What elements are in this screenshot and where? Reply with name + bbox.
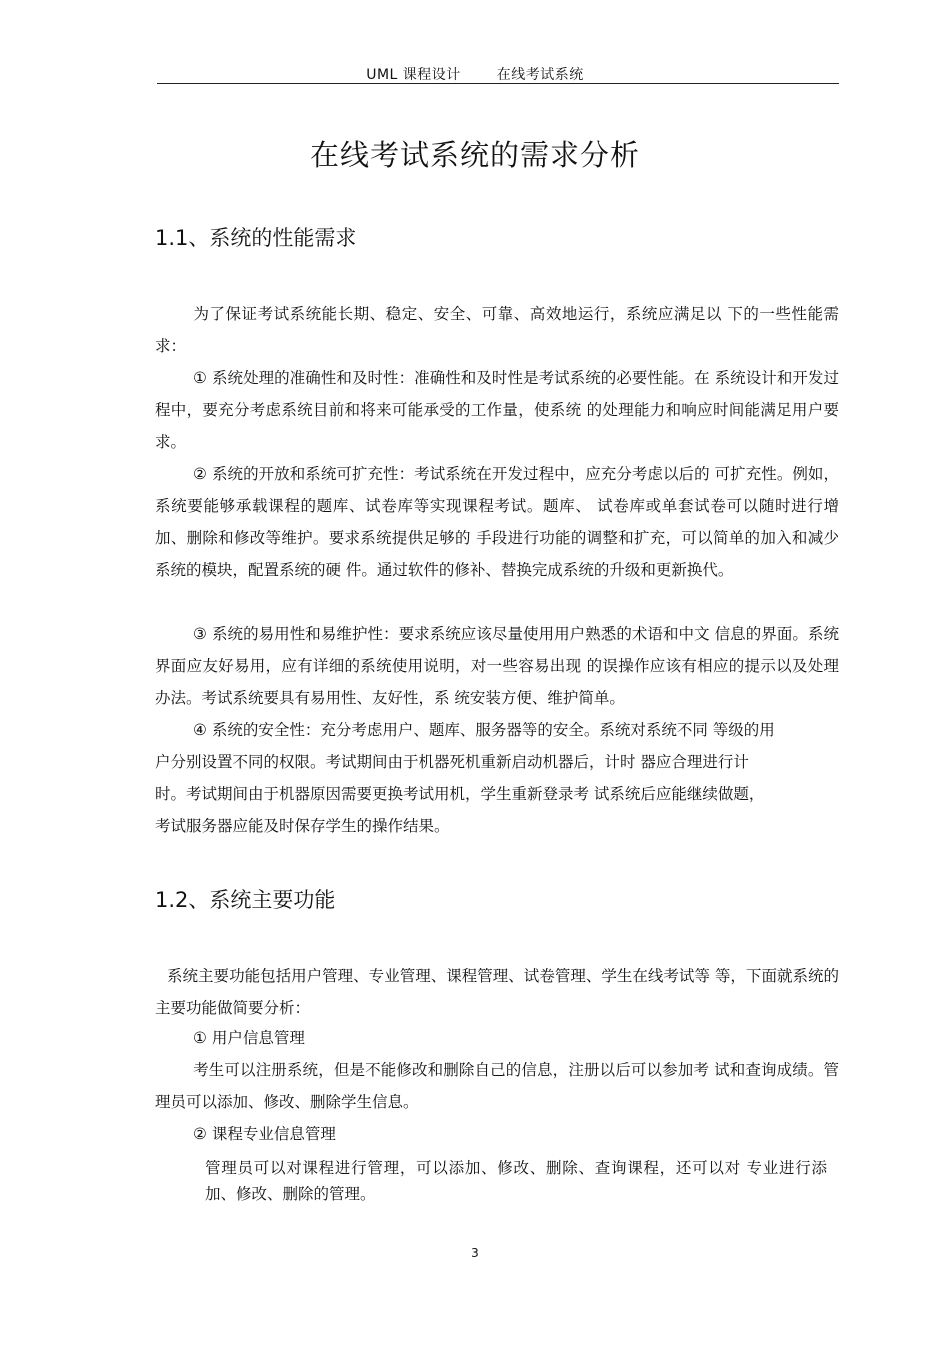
paragraph-item-3-text: ③ 系统的易用性和易维护性：要求系统应该尽量使用用户熟悉的术语和中文 信息的界面。系统界面应友好易用，应有详细的系统使用说明，对一些容易出现 的误操作应该有相应的提示以及处理办法。考试系统要具有易用性、友好性，系 统安装方便、维护简单。	[155, 625, 839, 707]
paragraph-intro-text: 为了保证考试系统能长期、稳定、安全、可靠、高效地运行，系统应满足以 下的一些性能需求：	[155, 305, 839, 355]
section-heading-functions: 1.2、系统主要功能	[155, 888, 336, 912]
item-4-line-1: ④ 系统的安全性：充分考虑用户、题库、服务器等的安全。系统对系统不同 等级的用	[193, 721, 775, 739]
page-number: 3	[471, 1246, 479, 1260]
item-4-line-3: 时。考试期间由于机器原因需要更换考试用机，学生重新登录考 试系统后应能继续做题，	[155, 785, 765, 803]
page-header	[0, 64, 950, 84]
item-4-line-2: 户分别设置不同的权限。考试期间由于机器死机重新启动机器后，计时 器应合理进行计	[155, 753, 749, 771]
paragraph-item-2-text: ② 系统的开放和系统可扩充性：考试系统在开发过程中，应充分考虑以后的 可扩充性。例如，系统要能够承载课程的题库、试卷库等实现课程考试。题库、 试卷库或单套试卷可以随时进行增加、删除和修改等维护。要求系统提供足够的 手段进行功能的调整和扩充，可以简单的加入和减少系统的模块，配置系统的硬 件。通过软件的修补、替换完成系统的升级和更新换代。	[155, 465, 839, 579]
header-rule	[157, 83, 839, 84]
page-title: 在线考试系统的需求分析	[309, 138, 640, 172]
paragraph-user-management-text: 考生可以注册系统，但是不能修改和删除自己的信息，注册以后可以参加考 试和查询成绩。管理员可以添加、修改、删除学生信息。	[155, 1061, 839, 1111]
paragraph-item-1-text: ① 系统处理的准确性和及时性：准确性和及时性是考试系统的必要性能。在 系统设计和开发过程中，要充分考虑系统目前和将来可能承受的工作量，使系统 的处理能力和响应时间能满足用户要求。	[155, 369, 839, 451]
item-4-line-4: 考试服务器应能及时保存学生的操作结果。	[155, 817, 450, 835]
header-system: 在线考试系统	[496, 67, 584, 83]
paragraph-item-3	[155, 618, 839, 714]
paragraph-item-1	[155, 362, 839, 458]
section-heading-performance: 1.1、系统的性能需求	[155, 226, 357, 250]
paragraph-functions-intro	[155, 960, 839, 1024]
paragraph-item-2	[155, 458, 839, 586]
header-course: UML 课程设计	[366, 67, 461, 83]
subheading-user-management: ① 用户信息管理	[193, 1029, 305, 1047]
paragraph-intro	[155, 298, 839, 362]
paragraph-user-management	[155, 1054, 839, 1118]
paragraph-course-management: 管理员可以对课程进行管理，可以添加、修改、删除、查询课程，还可以对 专业进行添加、修改、删除的管理。	[205, 1159, 827, 1203]
paragraph-functions-intro-text: 系统主要功能包括用户管理、专业管理、课程管理、试卷管理、学生在线考试等 等，下面就系统的主要功能做简要分析：	[155, 967, 839, 1017]
subheading-course-management: ② 课程专业信息管理	[193, 1125, 336, 1143]
